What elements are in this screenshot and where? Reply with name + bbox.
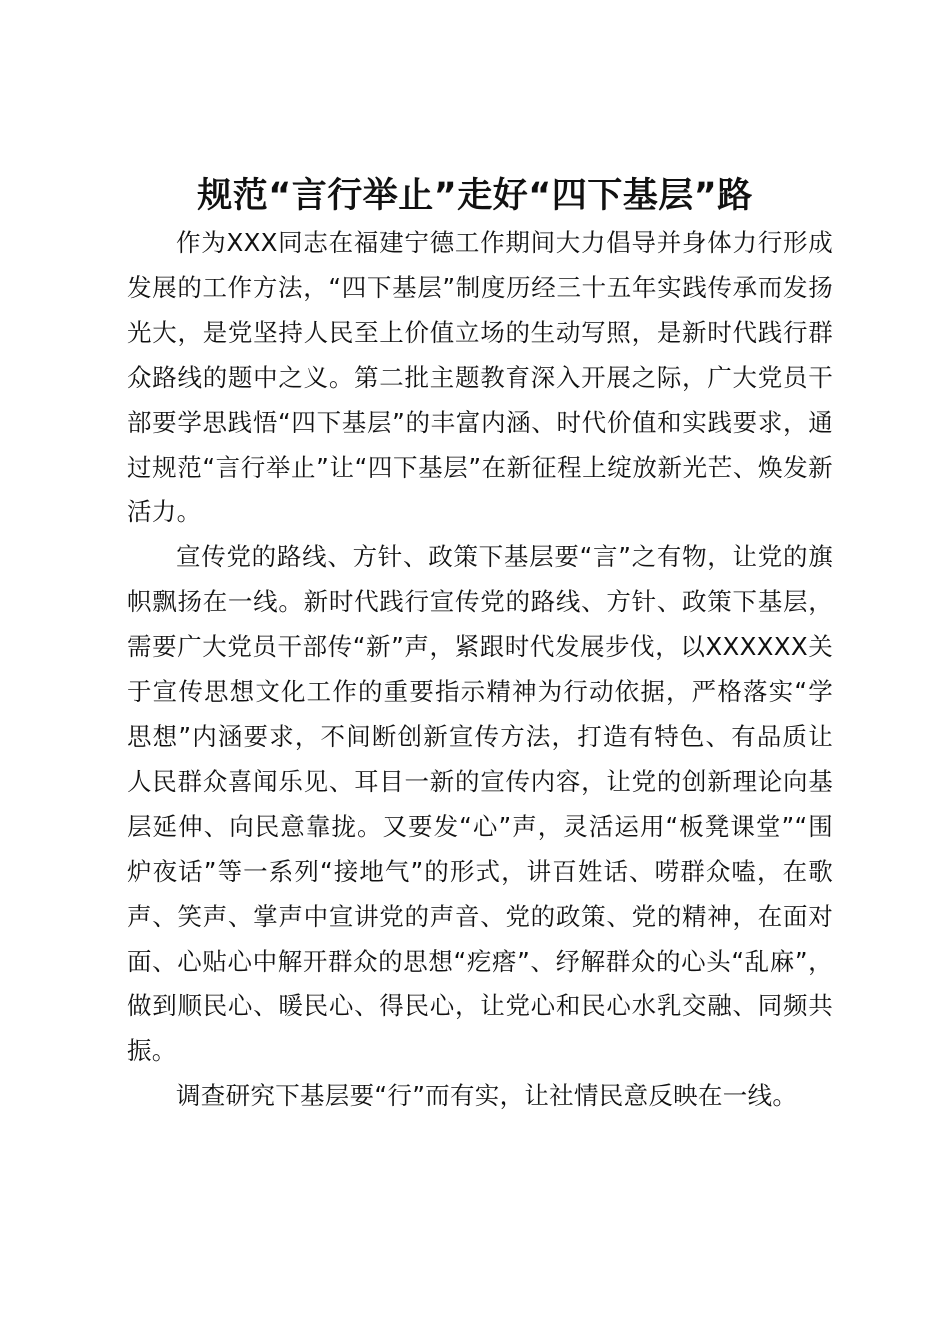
document-body [127, 221, 833, 1119]
paragraph-2: 宣传党的路线、方针、政策下基层要“言”之有物，让党的旗帜飘扬在一线。新时代践行宣传党的路线、方针、政策下基层，需要广大党员干部传“新”声，紧跟时代发展步伐，以XXXXXX关于宣传思想文化工作的重要指示精神为行动依据，严格落实“学思想”内涵要求，不间断创新宣传方法，打造有特色、有品质让人民群众喜闻乐见、耳目一新的宣传内容，让党的创新理论向基层延伸、向民意靠拢。又要发“心”声，灵活运用“板凳课堂”“围炉夜话”等一系列“接地气”的形式，讲百姓话、唠群众嗑，在歌声、笑声、掌声中宣讲党的声音、党的政策、党的精神，在面对面、心贴心中解开群众的思想“疙瘩”、纾解群众的心头“乱麻”，做到顺民心、暖民心、得民心，让党心和民心水乳交融、同频共振。 [127, 542, 833, 1066]
document-title: 规范“言行举止”走好“四下基层”路 [197, 176, 753, 216]
paragraph-3: 调查研究下基层要“行”而有实，让社情民意反映在一线。 [176, 1081, 798, 1111]
paragraph-1: 作为XXX同志在福建宁德工作期间大力倡导并身体力行形成发展的工作方法，“四下基层”制度历经三十五年实践传承而发扬光大，是党坚持人民至上价值立场的生动写照，是新时代践行群众路线的题中之义。第二批主题教育深入开展之际，广大党员干部要学思践悟“四下基层”的丰富内涵、时代价值和实践要求，通过规范“言行举止”让“四下基层”在新征程上绽放新光芒、焕发新活力。 [127, 228, 833, 527]
